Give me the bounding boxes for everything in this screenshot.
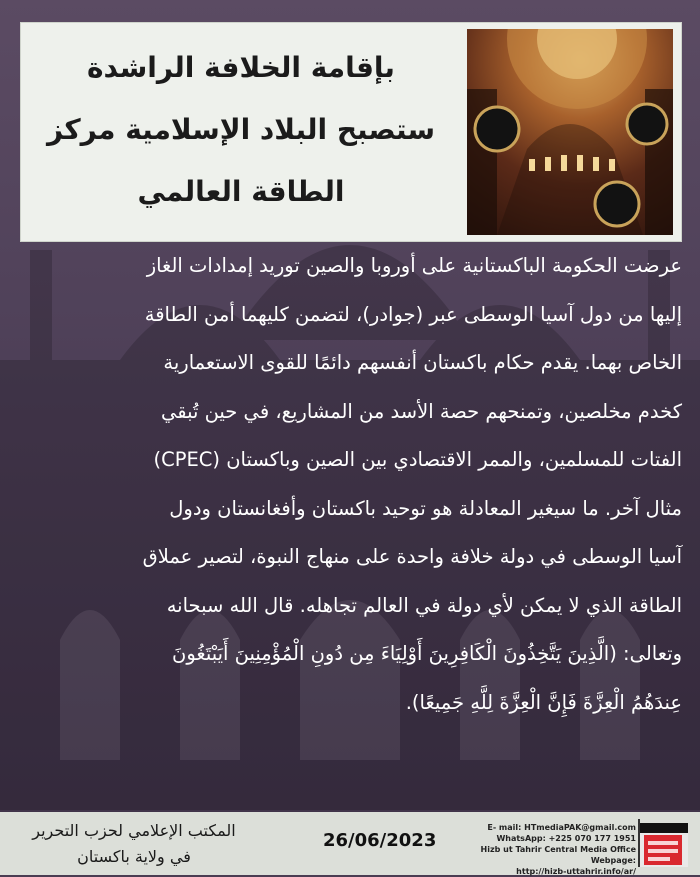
title-line-1: بإقامة الخلافة الراشدة (87, 51, 395, 84)
body-line: الطاقة الذي لا يمكن لأي دولة في العالم تجاهله. قال الله سبحانه (166, 593, 682, 617)
contact-email: E- mail: HTmediaPAK@gmail.com (487, 823, 636, 832)
body-line: الخاص بهما. يقدم حكام باكستان أنفسهم دائمًا للقوى الاستعمارية (163, 351, 682, 374)
mosque-dome-interior-image (467, 29, 673, 235)
body-line: وتعالى: (الَّذِينَ يَتَّخِذُونَ الْكَافِرِينَ أَوْلِيَاءَ مِن دُونِ الْمُؤْمِنِينَ أَيَبْتَغُونَ (172, 642, 682, 665)
contact-info (476, 822, 636, 877)
office-line-1: المكتب الإعلامي لحزب التحرير (32, 821, 236, 840)
footer (0, 812, 700, 875)
title-line-3: الطاقة العالمي (137, 175, 345, 208)
office-line-2: في ولاية باكستان (77, 847, 191, 866)
contact-webpage-label: Hizb ut Tahrir Central Media Office Webpage: (480, 845, 636, 865)
body-line: الفتات للمسلمين، والممر الاقتصادي بين الصين وباكستان (CPEC) (153, 448, 682, 471)
body-line: عِندَهُمُ الْعِزَّةَ فَإِنَّ الْعِزَّةَ لِلَّهِ جَمِيعًا). (405, 690, 682, 714)
media-office-name (24, 818, 244, 870)
hizb-ut-tahrir-logo (634, 817, 692, 871)
body-line: كخدم مخلصين، وتمنحهم حصة الأسد من المشاريع، في حين تُبقي (160, 399, 682, 423)
article-body (18, 242, 682, 727)
body-line: عرضت الحكومة الباكستانية على أوروبا والصين توريد إمدادات الغاز (146, 254, 682, 277)
body-line: مثال آخر. ما سيغير المعادلة هو توحيد باكستان وأفغانستان ودول (169, 496, 682, 520)
body-line: آسيا الوسطى في دولة خلافة واحدة على منهاج النبوة، لتصير عملاق (142, 545, 682, 568)
publish-date: 26/06/2023 (323, 830, 437, 851)
header-panel (20, 22, 682, 242)
contact-whatsapp: WhatsApp: +225 070 177 1951 (496, 834, 636, 843)
contact-webpage-url[interactable]: http://hizb-uttahrir.info/ar/ (516, 867, 636, 876)
body-line: إليها من دول آسيا الوسطى عبر (جوادر)، لتضمن كليهما أمن الطاقة (144, 302, 682, 326)
title-line-2: ستصبح البلاد الإسلامية مركز (46, 113, 436, 146)
page-title (41, 37, 441, 223)
